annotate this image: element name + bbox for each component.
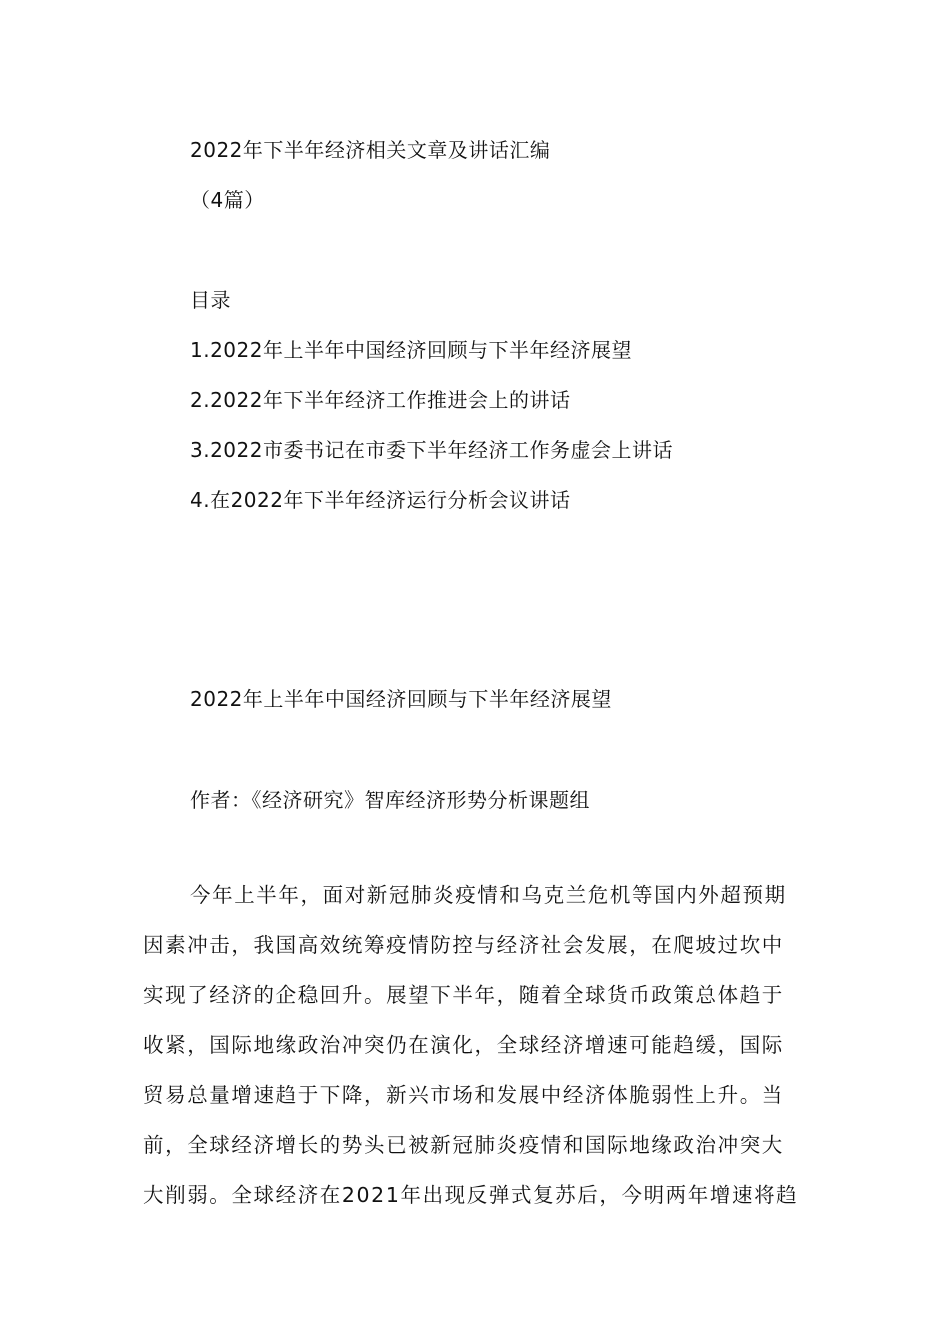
body-paragraph — [143, 870, 811, 1220]
article-author: 作者：《经济研究》智库经济形势分析课题组 — [190, 788, 590, 812]
toc-heading: 目录 — [190, 288, 231, 312]
toc-item: 2.2022年下半年经济工作推进会上的讲话 — [190, 388, 571, 412]
paragraph-line: 收紧，国际地缘政治冲突仍在演化，全球经济增速可能趋缓，国际 — [143, 1033, 784, 1057]
article-title: 2022年上半年中国经济回顾与下半年经济展望 — [190, 687, 612, 711]
article-count: （4篇） — [190, 188, 265, 212]
paragraph-line: 实现了经济的企稳回升。展望下半年，随着全球货币政策总体趋于 — [143, 983, 784, 1007]
paragraph-line: 因素冲击，我国高效统筹疫情防控与经济社会发展，在爬坡过坎中 — [143, 933, 784, 957]
paragraph-line: 今年上半年，面对新冠肺炎疫情和乌克兰危机等国内外超预期 — [190, 883, 787, 907]
toc-item: 1.2022年上半年中国经济回顾与下半年经济展望 — [190, 338, 632, 362]
toc-item: 4.在2022年下半年经济运行分析会议讲话 — [190, 488, 571, 512]
paragraph-line: 前，全球经济增长的势头已被新冠肺炎疫情和国际地缘政治冲突大 — [143, 1133, 784, 1157]
document-title: 2022年下半年经济相关文章及讲话汇编 — [190, 138, 551, 162]
paragraph-line: 贸易总量增速趋于下降，新兴市场和发展中经济体脆弱性上升。当 — [143, 1083, 784, 1107]
toc-item: 3.2022市委书记在市委下半年经济工作务虚会上讲话 — [190, 438, 673, 462]
paragraph-line: 大削弱。全球经济在2021年出现反弹式复苏后，今明两年增速将趋 — [143, 1183, 799, 1207]
